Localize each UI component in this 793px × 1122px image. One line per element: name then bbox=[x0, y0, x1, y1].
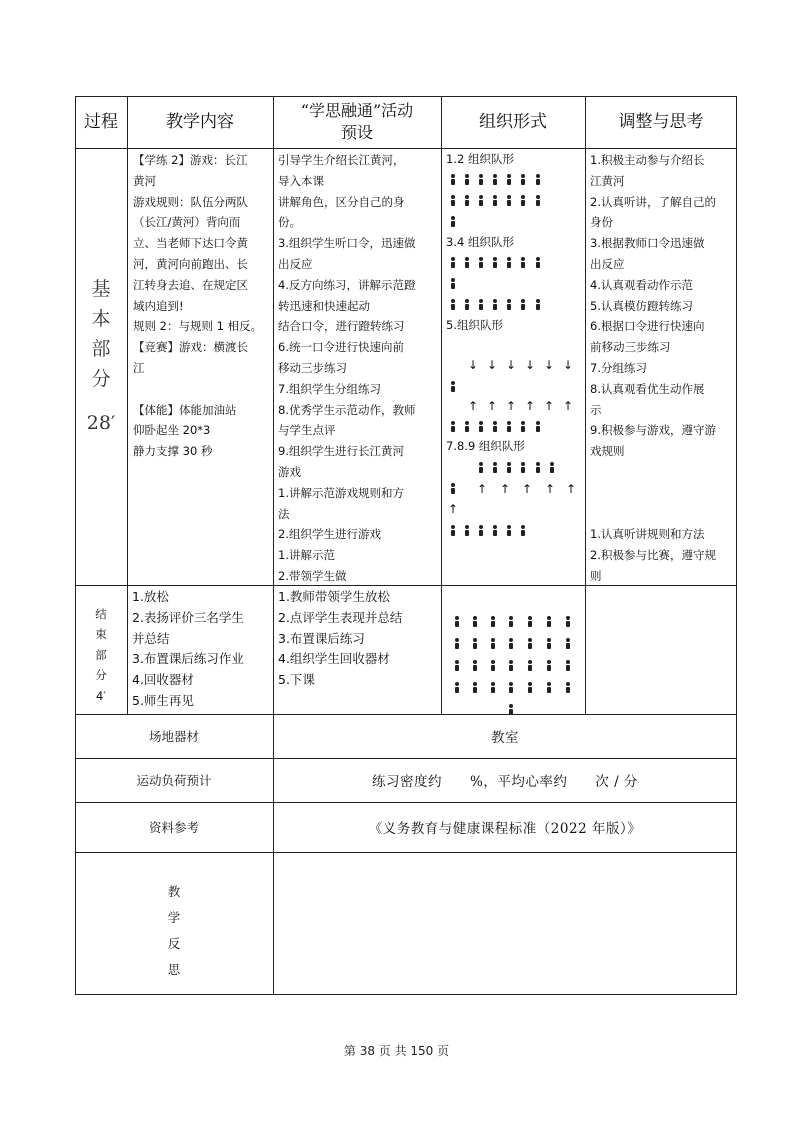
activity-line: 与学生点评 bbox=[278, 423, 336, 438]
activity-line: 讲解角色，区分自己的身 bbox=[278, 194, 405, 209]
org-label: 1.2 组织队形 bbox=[446, 152, 514, 166]
basic-char: 分 bbox=[91, 368, 111, 390]
arrow-down-icon: ↓ bbox=[563, 358, 574, 372]
reflection-char: 教 bbox=[167, 884, 181, 899]
student-figure-icon bbox=[535, 462, 540, 473]
reflection-line: 出反应 bbox=[590, 256, 625, 271]
reflection-line bbox=[590, 504, 737, 525]
table-divider bbox=[75, 148, 737, 149]
activity-line: 导入本课 bbox=[278, 173, 324, 188]
student-figure-icon bbox=[492, 257, 497, 268]
activity-line: 6.统一口令进行快速向前 bbox=[278, 340, 404, 355]
student-figure-icon bbox=[490, 638, 495, 649]
student-figure-icon bbox=[492, 525, 497, 536]
ending-content-line: 5.师生再见 bbox=[132, 692, 194, 708]
basic-duration: 28′ bbox=[86, 412, 116, 434]
student-figure-icon bbox=[565, 660, 570, 671]
arrow-up-icon: ↑ bbox=[477, 482, 488, 496]
activity-line: 份。 bbox=[278, 215, 301, 230]
reflection-char: 学 bbox=[167, 910, 181, 925]
student-figure-icon bbox=[527, 638, 532, 649]
student-figure-icon bbox=[478, 421, 483, 432]
ending-content-line: 3.布置课后练习作业 bbox=[132, 651, 244, 667]
student-figure-icon bbox=[492, 195, 497, 206]
ending-char: 束 bbox=[95, 627, 107, 642]
student-figure-icon bbox=[527, 682, 532, 693]
reflection-line bbox=[590, 462, 737, 483]
ending-activity-line: 4.组织学生回收器材 bbox=[278, 651, 390, 667]
student-figure-icon bbox=[508, 616, 513, 627]
student-figure-icon bbox=[520, 299, 525, 310]
student-figure-icon bbox=[508, 682, 513, 693]
student-figure-icon bbox=[546, 616, 551, 627]
student-figure-icon bbox=[450, 216, 455, 227]
student-figure-icon bbox=[492, 174, 497, 185]
header-reflection: 调整与思考 bbox=[618, 112, 704, 132]
basic-reflection bbox=[585, 150, 737, 584]
arrow-up-icon: ↑ bbox=[448, 502, 459, 516]
reflection-line: 江黄河 bbox=[590, 173, 625, 188]
teaching-reflection-label bbox=[75, 876, 273, 986]
content-line: 河，黄河向前跑出、长 bbox=[133, 256, 248, 271]
activity-line: 游戏 bbox=[278, 464, 301, 479]
teaching-reflection-area bbox=[273, 852, 737, 994]
student-figure-icon bbox=[527, 660, 532, 671]
student-figure-icon bbox=[506, 174, 511, 185]
activity-line: 7.组织学生分组练习 bbox=[278, 381, 381, 396]
activity-line: 2.带领学生做 bbox=[278, 568, 347, 583]
reflection-line: 8.认真观看优生动作展 bbox=[590, 381, 705, 396]
student-figure-icon bbox=[472, 638, 477, 649]
activity-line: 9.组织学生进行长江黄河 bbox=[278, 444, 404, 459]
student-figure-icon bbox=[520, 174, 525, 185]
student-figure-icon bbox=[565, 616, 570, 627]
ending-content bbox=[128, 587, 273, 713]
content-line: 黄河 bbox=[133, 173, 156, 188]
student-figure-icon bbox=[478, 257, 483, 268]
org-label: 3.4 组织队形 bbox=[446, 235, 514, 249]
student-figure-icon bbox=[535, 421, 540, 432]
content-line: 【体能】体能加油站 bbox=[133, 402, 237, 417]
header-activity-line1: “学思融通”活动 bbox=[300, 101, 414, 120]
content-line: （长江/黄河）背向而 bbox=[133, 215, 241, 230]
ending-char: 结 bbox=[95, 606, 107, 621]
ending-content-line: 并总结 bbox=[132, 630, 170, 646]
student-figure-icon bbox=[478, 462, 483, 473]
student-figure-icon bbox=[450, 257, 455, 268]
basic-char: 本 bbox=[91, 308, 111, 330]
arrow-down-icon: ↓ bbox=[544, 358, 555, 372]
student-figure-icon bbox=[546, 660, 551, 671]
reference-label: 资料参考 bbox=[148, 820, 199, 835]
student-figure-icon bbox=[506, 299, 511, 310]
content-line: 仰卧起坐 20*3 bbox=[133, 423, 211, 438]
student-figure-icon bbox=[478, 174, 483, 185]
reflection-line bbox=[590, 483, 737, 504]
reflection-line: 前移动三步练习 bbox=[590, 340, 671, 355]
activity-line: 出反应 bbox=[278, 256, 313, 271]
reflection-char: 思 bbox=[167, 962, 181, 977]
arrow-down-icon: ↓ bbox=[487, 358, 498, 372]
content-line: 游戏规则：队伍分两队 bbox=[133, 194, 248, 209]
content-line: 规则 2：与规则 1 相反。 bbox=[133, 319, 263, 334]
page-number: 第 38 页 共 150 页 bbox=[343, 1044, 450, 1058]
org-label: 7.8.9 组织队形 bbox=[446, 439, 525, 453]
student-figure-icon bbox=[464, 421, 469, 432]
reflection-line: 9.积极参与游戏，遵守游 bbox=[590, 423, 716, 438]
activity-line: 1.讲解示范 bbox=[278, 548, 335, 563]
student-figure-icon bbox=[565, 682, 570, 693]
venue-value: 教室 bbox=[491, 730, 519, 746]
student-figure-icon bbox=[527, 616, 532, 627]
content-line: 静力支撑 30 秒 bbox=[133, 444, 213, 459]
student-figure-icon bbox=[490, 682, 495, 693]
basic-char: 部 bbox=[91, 338, 111, 360]
arrow-up-icon: ↑ bbox=[487, 399, 498, 413]
student-figure-icon bbox=[464, 525, 469, 536]
ending-activity-line: 3.布置课后练习 bbox=[278, 630, 365, 646]
content-line: 江 bbox=[133, 360, 145, 375]
student-figure-icon bbox=[478, 525, 483, 536]
ending-char: 部 bbox=[95, 647, 107, 662]
student-figure-icon bbox=[535, 174, 540, 185]
reflection-line: 3.根据教师口令迅速做 bbox=[590, 236, 705, 251]
activity-line: 转迅速和快速起动 bbox=[278, 298, 370, 313]
arrow-up-icon: ↑ bbox=[545, 482, 556, 496]
activity-line: 结合口令，进行蹬转练习 bbox=[278, 319, 405, 334]
student-figure-icon bbox=[472, 616, 477, 627]
ending-duration: 4′ bbox=[96, 688, 106, 703]
arrow-up-icon: ↑ bbox=[563, 399, 574, 413]
student-figure-icon bbox=[508, 638, 513, 649]
header-organization: 组织形式 bbox=[479, 112, 547, 132]
reflection-line: 5.认真模仿蹬转练习 bbox=[590, 298, 693, 313]
content-line: 江转身去追、在规定区 bbox=[133, 277, 248, 292]
activity-line: 2.组织学生进行游戏 bbox=[278, 527, 381, 542]
student-figure-icon bbox=[565, 638, 570, 649]
reflection-line: 戏规则 bbox=[590, 444, 625, 459]
activity-line: 引导学生介绍长江黄河， bbox=[278, 153, 405, 167]
student-figure-icon bbox=[506, 421, 511, 432]
activity-line: 移动三步练习 bbox=[278, 360, 347, 375]
basic-char: 基 bbox=[91, 278, 111, 300]
content-line: 域内追到! bbox=[133, 298, 184, 313]
student-figure-icon bbox=[549, 462, 554, 473]
venue-label: 场地器材 bbox=[148, 729, 199, 744]
table-divider bbox=[75, 585, 737, 586]
content-line bbox=[133, 379, 273, 400]
student-figure-icon bbox=[450, 421, 455, 432]
ending-activity-line: 1.教师带领学生放松 bbox=[278, 589, 390, 604]
student-figure-icon bbox=[464, 195, 469, 206]
ending-content-line: 1.放松 bbox=[132, 589, 169, 604]
activity-line: 1.讲解示范游戏规则和方 bbox=[278, 485, 404, 500]
org-label: 5.组织队形 bbox=[446, 318, 503, 332]
student-figure-icon bbox=[450, 195, 455, 206]
student-figure-icon bbox=[454, 638, 459, 649]
load-value: 练习密度约 %，平均心率约 次 / 分 bbox=[372, 774, 638, 790]
student-figure-icon bbox=[450, 299, 455, 310]
ending-organization-diagram bbox=[442, 586, 585, 714]
header-activity bbox=[273, 96, 441, 148]
student-figure-icon bbox=[492, 421, 497, 432]
student-figure-icon bbox=[535, 299, 540, 310]
student-figure-icon bbox=[506, 257, 511, 268]
student-figure-icon bbox=[450, 278, 455, 289]
table-border-bottom bbox=[75, 994, 737, 995]
basic-section-label bbox=[75, 246, 127, 466]
student-figure-icon bbox=[464, 299, 469, 310]
reflection-line: 身份 bbox=[590, 215, 613, 230]
ending-activity-line: 5.下课 bbox=[278, 672, 315, 688]
student-figure-icon bbox=[478, 299, 483, 310]
ending-char: 分 bbox=[95, 668, 107, 683]
reflection-line: 7.分组练习 bbox=[590, 360, 647, 375]
reflection-line: 6.根据口令进行快速向 bbox=[590, 319, 705, 334]
ending-activity bbox=[274, 587, 441, 713]
arrow-down-icon: ↓ bbox=[506, 358, 517, 372]
student-figure-icon bbox=[535, 257, 540, 268]
basic-content bbox=[127, 150, 273, 584]
ending-content-line: 2.表扬评价三名学生 bbox=[132, 609, 244, 625]
arrow-up-icon: ↑ bbox=[525, 399, 536, 413]
reflection-line: 示 bbox=[590, 402, 602, 417]
content-line: 【学练 2】游戏：长江 bbox=[133, 153, 248, 167]
student-figure-icon bbox=[454, 682, 459, 693]
student-figure-icon bbox=[520, 421, 525, 432]
student-figure-icon bbox=[490, 616, 495, 627]
ending-content-line: 4.回收器材 bbox=[132, 672, 194, 688]
arrow-up-icon: ↑ bbox=[522, 482, 533, 496]
reflection-line: 2.认真听讲，了解自己的 bbox=[590, 194, 716, 209]
student-figure-icon bbox=[490, 660, 495, 671]
table-border-left bbox=[75, 96, 76, 995]
reflection-line: 1.积极主动参与介绍长 bbox=[590, 153, 705, 167]
student-figure-icon bbox=[450, 525, 455, 536]
student-figure-icon bbox=[508, 704, 513, 714]
arrow-down-icon: ↓ bbox=[468, 358, 479, 372]
student-figure-icon bbox=[506, 525, 511, 536]
load-label: 运动负荷预计 bbox=[136, 773, 212, 788]
activity-line: 3.组织学生听口令，迅速做 bbox=[278, 236, 416, 251]
content-line: 【竞赛】游戏：横渡长 bbox=[133, 340, 248, 355]
student-figure-icon bbox=[535, 195, 540, 206]
student-figure-icon bbox=[520, 257, 525, 268]
reference-value: 《义务教育与健康课程标准（2022 年版）》 bbox=[368, 821, 642, 837]
arrow-up-icon: ↑ bbox=[566, 482, 577, 496]
student-figure-icon bbox=[464, 174, 469, 185]
student-figure-icon bbox=[450, 483, 455, 494]
header-content: 教学内容 bbox=[166, 112, 234, 132]
student-figure-icon bbox=[454, 660, 459, 671]
student-figure-icon bbox=[520, 195, 525, 206]
reflection-line: 4.认真观看动作示范 bbox=[590, 277, 693, 292]
activity-line: 4.反方向练习，讲解示范蹬 bbox=[278, 277, 416, 292]
arrow-up-icon: ↑ bbox=[468, 399, 479, 413]
student-figure-icon bbox=[464, 257, 469, 268]
student-figure-icon bbox=[492, 462, 497, 473]
student-figure-icon bbox=[472, 660, 477, 671]
lesson-plan-table bbox=[75, 96, 737, 995]
basic-activity bbox=[273, 150, 441, 584]
arrow-down-icon: ↓ bbox=[525, 358, 536, 372]
header-activity-line2: 预设 bbox=[340, 123, 373, 142]
student-figure-icon bbox=[492, 299, 497, 310]
arrow-up-icon: ↑ bbox=[506, 399, 517, 413]
student-figure-icon bbox=[472, 682, 477, 693]
ending-section-label bbox=[75, 596, 127, 714]
organization-diagram bbox=[442, 149, 585, 585]
student-figure-icon bbox=[520, 462, 525, 473]
student-figure-icon bbox=[520, 525, 525, 536]
student-figure-icon bbox=[506, 195, 511, 206]
reflection-line: 1.认真听讲规则和方法 bbox=[590, 527, 705, 542]
content-line: 立、当老师下达口令黄 bbox=[133, 236, 248, 251]
student-figure-icon bbox=[506, 462, 511, 473]
student-figure-icon bbox=[478, 195, 483, 206]
activity-line: 法 bbox=[278, 506, 290, 521]
reflection-line: 2.积极参与比赛，遵守规 bbox=[590, 548, 716, 563]
student-figure-icon bbox=[450, 174, 455, 185]
reflection-line: 则 bbox=[590, 568, 602, 583]
ending-activity-line: 2.点评学生表现并总结 bbox=[278, 609, 403, 625]
student-figure-icon bbox=[454, 616, 459, 627]
student-figure-icon bbox=[546, 682, 551, 693]
activity-line: 8.优秀学生示范动作，教师 bbox=[278, 402, 416, 417]
arrow-up-icon: ↑ bbox=[544, 399, 555, 413]
student-figure-icon bbox=[546, 638, 551, 649]
student-figure-icon bbox=[508, 660, 513, 671]
reflection-char: 反 bbox=[167, 936, 181, 951]
arrow-up-icon: ↑ bbox=[500, 482, 511, 496]
header-process: 过程 bbox=[84, 112, 118, 132]
student-figure-icon bbox=[450, 381, 455, 392]
